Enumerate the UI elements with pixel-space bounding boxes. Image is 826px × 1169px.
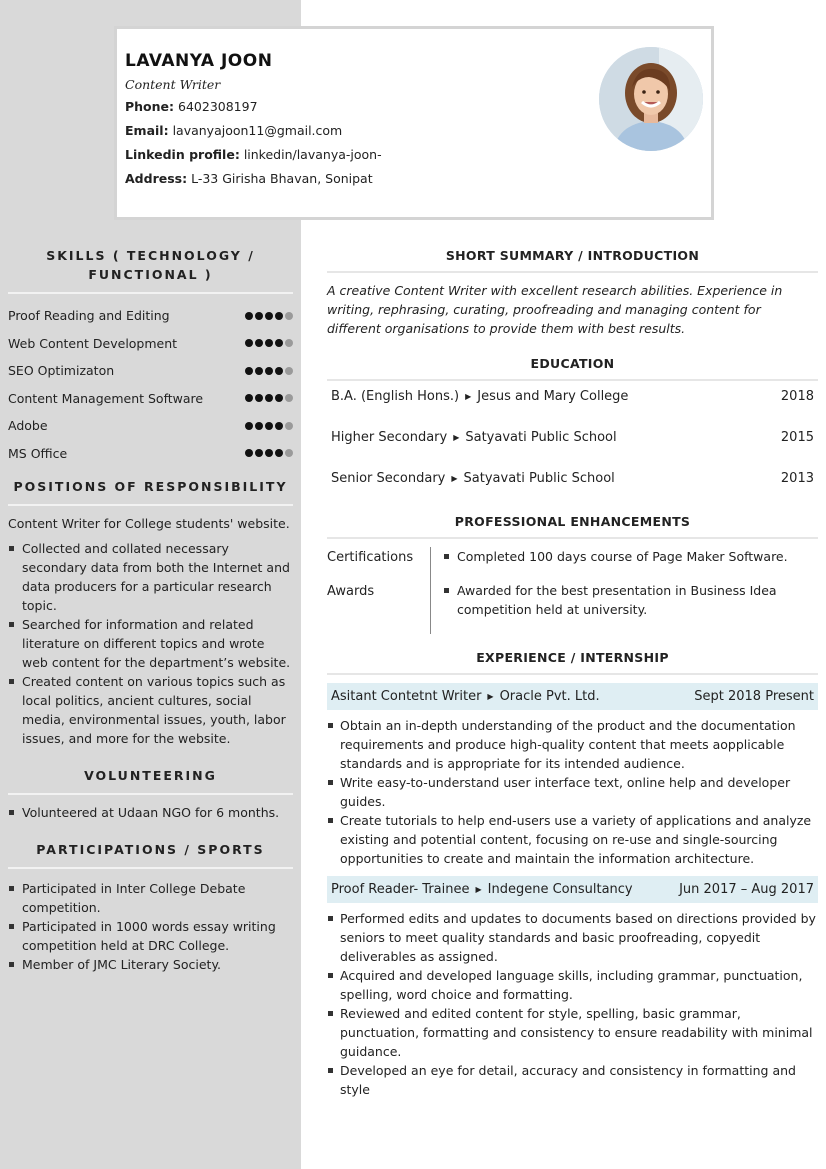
positions-list [8, 539, 293, 748]
rating-dot-filled [265, 449, 273, 457]
rating-dot-filled [245, 367, 253, 375]
address-label: Address: [125, 171, 188, 186]
position-item: Collected and collated necessary secondary data from both the Internet and data producers for a particular research topic. [8, 539, 293, 615]
arrow-right-icon: ▶ [465, 392, 472, 401]
rating-dot-filled [245, 449, 253, 457]
rating-dot-filled [255, 449, 263, 457]
left-column [8, 246, 293, 974]
rating-dot-filled [265, 422, 273, 430]
education-row [327, 471, 818, 512]
rating-dot-empty [285, 422, 293, 430]
skill-rating [245, 422, 293, 430]
rating-dot-empty [285, 394, 293, 402]
job-bullets [327, 716, 818, 868]
education-school: Jesus and Mary College [477, 389, 629, 404]
rating-dot-empty [285, 339, 293, 347]
rating-dot-filled [245, 394, 253, 402]
phone-label: Phone: [125, 99, 175, 114]
participation-item: Member of JMC Literary Society. [8, 955, 293, 974]
arrow-right-icon: ▶ [453, 433, 460, 442]
rating-dot-empty [285, 367, 293, 375]
rating-dot-filled [255, 312, 263, 320]
rating-dot-empty [285, 312, 293, 320]
skill-label: Content Management Software [8, 390, 204, 406]
education-year: 2013 [780, 471, 814, 486]
education-degree: Higher Secondary [331, 430, 448, 445]
education-title: EDUCATION [327, 354, 818, 381]
positions-intro: Content Writer for College students' website. [8, 516, 290, 531]
skill-rating [245, 367, 293, 375]
skill-row [8, 440, 293, 468]
summary-text: A creative Content Writer with excellent research abilities. Experience in writing, rephrasing, curating, proofreading and managing content for different organisations to provide them with best results. [327, 283, 783, 336]
linkedin-line [125, 146, 703, 164]
job-bullet: Acquired and developed language skills, including grammar, punctuation, spelling, word choice and formatting. [327, 966, 818, 1004]
rating-dot-filled [275, 449, 283, 457]
education-degree: Senior Secondary [331, 471, 446, 486]
job-dates: Jun 2017 – Aug 2017 [679, 882, 814, 897]
education-school: Satyavati Public School [465, 430, 617, 445]
linkedin-label: Linkedin profile: [125, 147, 240, 162]
enhancement-item: Completed 100 days course of Page Maker Software. [443, 547, 818, 566]
rating-dot-filled [245, 422, 253, 430]
participations-list [8, 879, 293, 974]
linkedin-value[interactable]: linkedin/lavanya-joon- [243, 147, 382, 162]
enhancements-items [431, 547, 818, 634]
education-entry [331, 389, 628, 404]
rating-dot-filled [255, 394, 263, 402]
enhancements-table [327, 547, 818, 634]
job-title [331, 689, 600, 704]
volunteering-item: Volunteered at Udaan NGO for 6 months. [8, 803, 293, 822]
job-company: Oracle Pvt. Ltd. [499, 689, 600, 704]
rating-dot-filled [255, 339, 263, 347]
education-entry [331, 430, 617, 445]
rating-dot-filled [275, 367, 283, 375]
rating-dot-filled [275, 312, 283, 320]
skills-title: SKILLS ( TECHNOLOGY / FUNCTIONAL ) [8, 246, 293, 294]
position-item: Searched for information and related literature on different topics and wrote web content for the department’s website. [8, 615, 293, 672]
education-school: Satyavati Public School [463, 471, 615, 486]
skill-label: Web Content Development [8, 335, 178, 351]
arrow-right-icon: ▶ [451, 474, 458, 483]
rating-dot-filled [275, 422, 283, 430]
job-role: Proof Reader- Trainee [331, 882, 470, 897]
header-card [114, 26, 714, 220]
job-header [327, 683, 818, 710]
education-entry [331, 471, 615, 486]
education-row [327, 389, 818, 430]
skill-rating [245, 394, 293, 402]
experience-list [327, 683, 818, 1099]
rating-dot-filled [265, 394, 273, 402]
arrow-right-icon: ▶ [475, 885, 482, 894]
job-company: Indegene Consultancy [487, 882, 633, 897]
job-bullet: Write easy-to-understand user interface text, online help and developer guides. [327, 773, 818, 811]
candidate-role: Content Writer [125, 77, 221, 92]
participations-title: PARTICIPATIONS / SPORTS [8, 840, 293, 869]
enhancement-item: Awarded for the best presentation in Business Idea competition held at university. [443, 581, 818, 619]
skill-label: Adobe [8, 418, 48, 434]
address-line [125, 170, 703, 188]
job-title [331, 882, 633, 897]
skill-label: MS Office [8, 445, 68, 461]
email-label: Email: [125, 123, 169, 138]
phone-value: 6402308197 [178, 99, 258, 114]
rating-dot-filled [245, 312, 253, 320]
volunteering-list [8, 803, 293, 822]
rating-dot-filled [265, 339, 273, 347]
enhancements-item-list [443, 547, 818, 619]
rating-dot-filled [255, 367, 263, 375]
education-list [327, 389, 818, 512]
education-year: 2018 [780, 389, 814, 404]
skill-rating [245, 449, 293, 457]
skill-row [8, 357, 293, 385]
email-value[interactable]: lavanyajoon11@gmail.com [172, 123, 343, 138]
rating-dot-filled [265, 367, 273, 375]
job-role: Asitant Contetnt Writer [331, 689, 482, 704]
skill-row [8, 385, 293, 413]
job-bullet: Performed edits and updates to documents based on directions provided by seniors to meet quality standards and basic proofreading, copyedit deliverables as assigned. [327, 909, 818, 966]
skill-row [8, 302, 293, 330]
rating-dot-filled [275, 339, 283, 347]
enhancement-label: Certifications [327, 550, 414, 565]
rating-dot-filled [275, 394, 283, 402]
education-year: 2015 [780, 430, 814, 445]
job-bullet: Reviewed and edited content for style, spelling, basic grammar, punctuation, formatting and consistency to ensure readability with minimal guidance. [327, 1004, 818, 1061]
skill-rating [245, 339, 293, 347]
position-item: Created content on various topics such as local politics, ancient cultures, social media, environmental issues, youth, labor issues, and more for the website. [8, 672, 293, 748]
enhancements-labels [327, 547, 431, 634]
rating-dot-filled [255, 422, 263, 430]
skills-list [8, 302, 293, 467]
right-column [327, 246, 818, 1107]
skill-label: Proof Reading and Editing [8, 308, 170, 324]
address-value: L-33 Girisha Bhavan, Sonipat [191, 171, 373, 186]
arrow-right-icon: ▶ [487, 692, 494, 701]
enhancements-title: PROFESSIONAL ENHANCEMENTS [327, 512, 818, 539]
job-bullet: Developed an eye for detail, accuracy and consistency in formatting and style [327, 1061, 818, 1099]
candidate-name: LAVANYA JOON [125, 51, 273, 71]
rating-dot-filled [265, 312, 273, 320]
profile-photo-illustration [599, 47, 703, 151]
job-bullets [327, 909, 818, 1099]
participation-item: Participated in Inter College Debate competition. [8, 879, 293, 917]
job-header [327, 876, 818, 903]
skill-row [8, 330, 293, 358]
experience-title: EXPERIENCE / INTERNSHIP [327, 648, 818, 675]
skill-label: SEO Optimizaton [8, 363, 115, 379]
profile-photo [599, 47, 703, 151]
rating-dot-filled [245, 339, 253, 347]
job-bullet: Create tutorials to help end-users use a variety of applications and analyze existing and potential content, focusing on re-use and single-sourcing opportunities to create and maintain the information architecture. [327, 811, 818, 868]
skill-rating [245, 312, 293, 320]
enhancement-label: Awards [327, 584, 375, 599]
positions-title: POSITIONS OF RESPONSIBILITY [8, 477, 293, 506]
summary-title: SHORT SUMMARY / INTRODUCTION [327, 246, 818, 273]
participation-item: Participated in 1000 words essay writing competition held at DRC College. [8, 917, 293, 955]
education-row [327, 430, 818, 471]
skill-row [8, 412, 293, 440]
job-dates: Sept 2018 Present [694, 689, 814, 704]
job-bullet: Obtain an in-depth understanding of the product and the documentation requirements and produce high-quality content that meets aopplicable standards and is appropriate for its intended audience. [327, 716, 818, 773]
education-degree: B.A. (English Hons.) [331, 389, 460, 404]
volunteering-title: VOLUNTEERING [8, 766, 293, 795]
rating-dot-empty [285, 449, 293, 457]
